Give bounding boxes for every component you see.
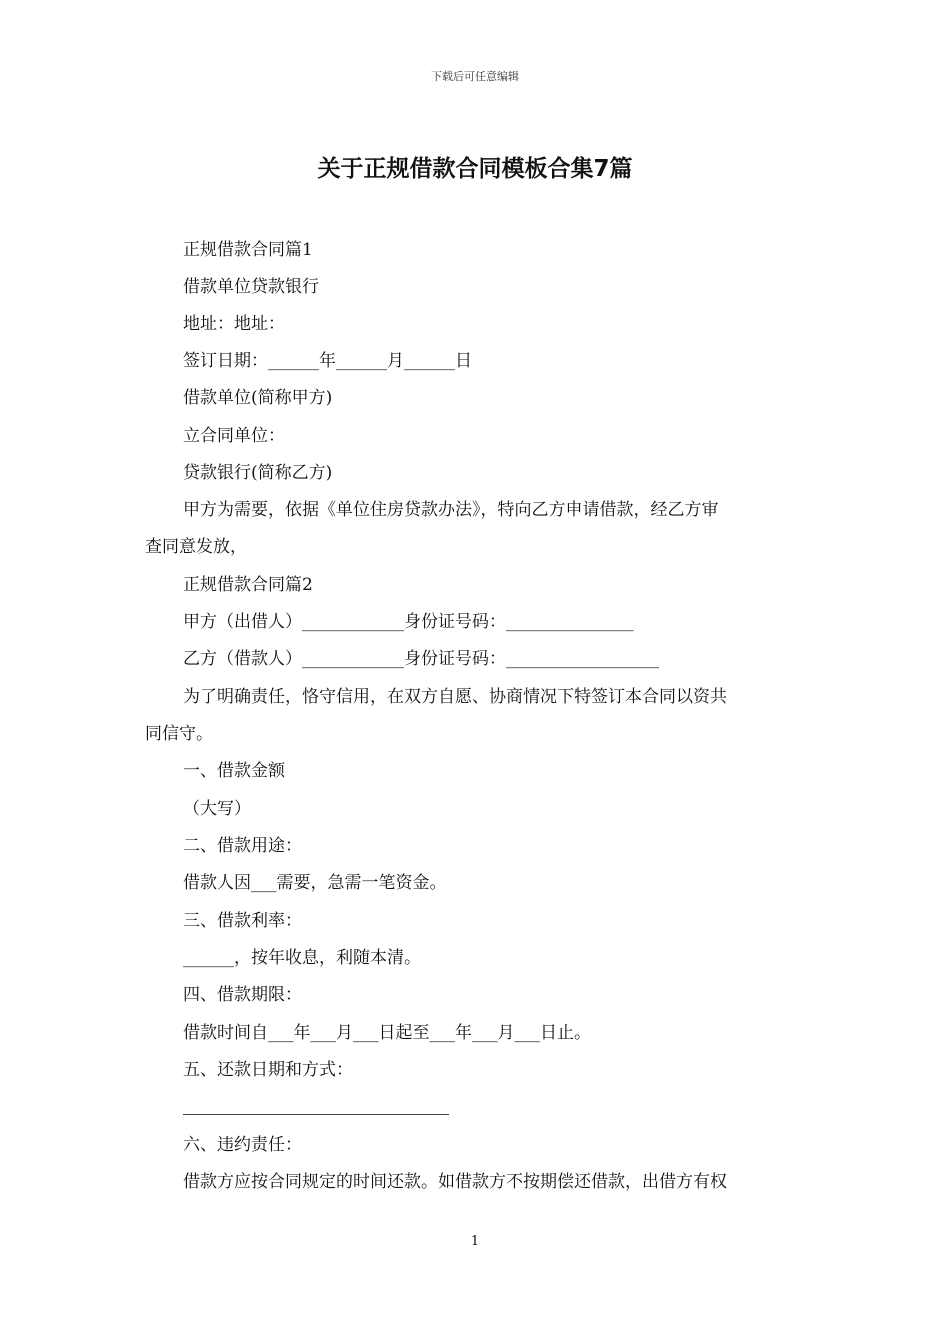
paragraph: ______，按年收息，利随本清。: [183, 948, 421, 968]
paragraph: 立合同单位：: [183, 426, 285, 446]
paragraph: 正规借款合同篇1: [183, 240, 313, 260]
clause-heading: 一、借款金额: [183, 761, 285, 781]
section-heading: 正规借款合同篇2: [183, 575, 313, 595]
paragraph: 乙方（借款人）____________身份证号码：__________________: [183, 649, 659, 669]
page-header: 下载后可任意编辑: [431, 70, 519, 83]
blank-fill-line: [183, 1114, 449, 1115]
paragraph-continuation: 同信守。: [145, 724, 213, 744]
paragraph: 地址：地址：: [183, 314, 285, 334]
paragraph: 签订日期：______年______月______日: [183, 351, 472, 371]
paragraph: 借款时间自___年___月___日起至___年___月___日止。: [183, 1023, 591, 1043]
page-number: 1: [470, 1234, 480, 1249]
document-title: 关于正规借款合同模板合集7篇: [317, 156, 633, 182]
paragraph: 甲方（出借人）____________身份证号码：_______________: [183, 612, 634, 632]
paragraph-continuation: 查同意发放，: [145, 537, 247, 557]
paragraph: 借款人因___需要，急需一笔资金。: [183, 873, 447, 893]
paragraph: 借款单位(简称甲方): [183, 388, 333, 408]
clause-heading: 五、还款日期和方式：: [183, 1060, 353, 1080]
clause-heading: 二、借款用途：: [183, 836, 302, 856]
paragraph: 贷款银行(简称乙方): [183, 463, 333, 483]
clause-heading: 三、借款利率：: [183, 911, 302, 931]
paragraph: 为了明确责任，恪守信用，在双方自愿、协商情况下特签订本合同以资共: [183, 687, 727, 707]
paragraph: 借款单位贷款银行: [183, 277, 319, 297]
paragraph: （大写）: [183, 799, 251, 819]
paragraph: 甲方为需要，依据《单位住房贷款办法》，特向乙方申请借款，经乙方审: [183, 500, 719, 520]
clause-heading: 六、违约责任：: [183, 1135, 302, 1155]
paragraph: 借款方应按合同规定的时间还款。如借款方不按期偿还借款，出借方有权: [183, 1172, 727, 1192]
clause-heading: 四、借款期限：: [183, 985, 302, 1005]
